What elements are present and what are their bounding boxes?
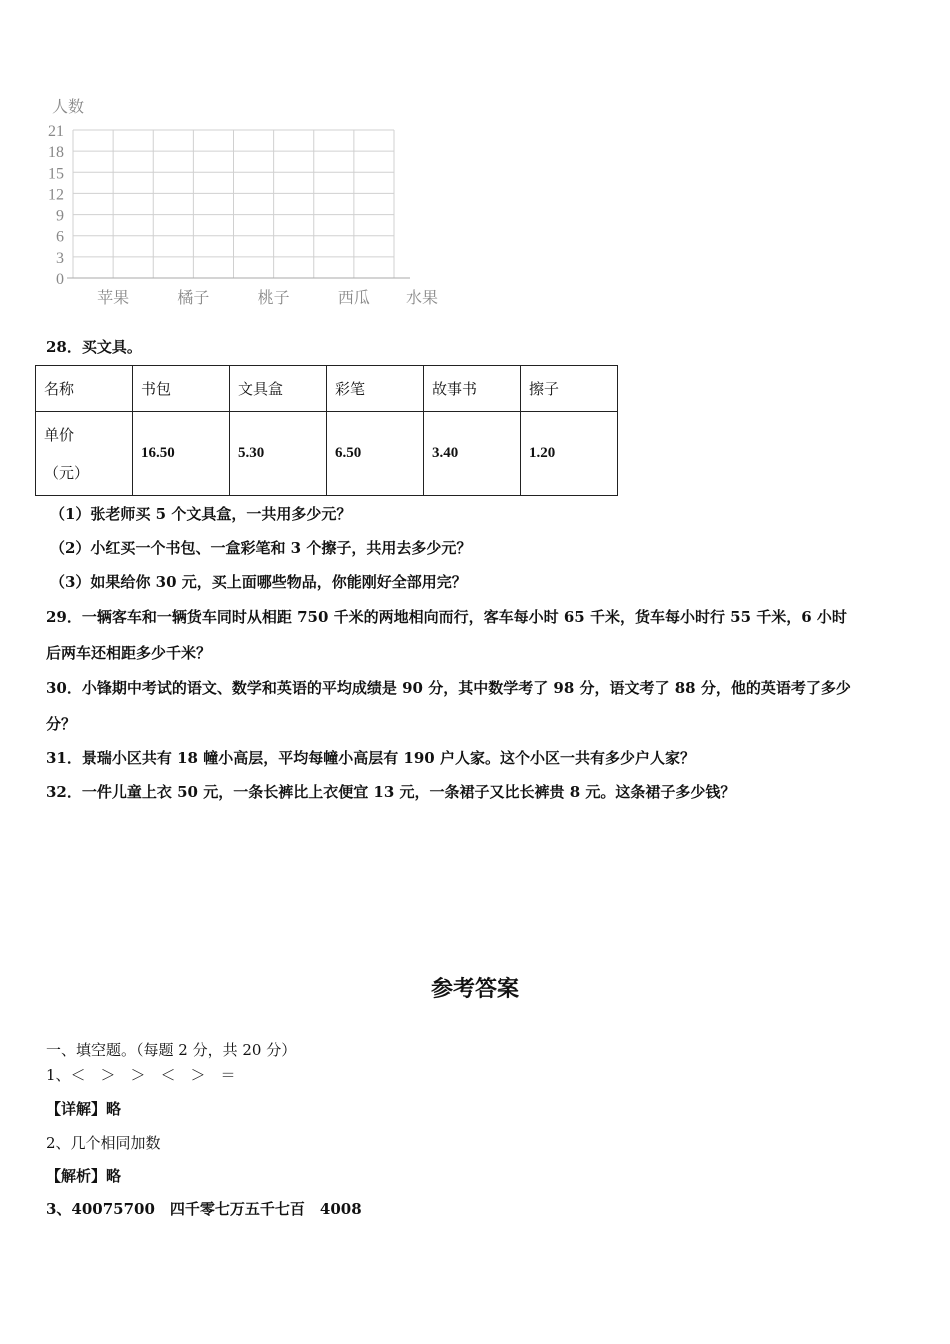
- fruit-chart: [30, 90, 460, 320]
- price-cell: 16.50: [133, 412, 230, 496]
- table-header-cell: 书包: [133, 366, 230, 412]
- q30-line2: 分？: [46, 715, 77, 733]
- row-label: [36, 412, 133, 496]
- price-cell: 5.30: [230, 412, 327, 496]
- q29-line1: 29．一辆客车和一辆货车同时从相距 750 千米的两地相向而行，客车每小时 65 千米，货车每小时行 55 千米，6 小时: [46, 608, 847, 626]
- y-tick-label: 6: [56, 228, 64, 246]
- answer-3: 3、40075700 四千零七万五千七百 4008: [46, 1200, 362, 1218]
- q28-sub2: （2）小红买一个书包、一盒彩笔和 3 个擦子，共用去多少元？: [50, 539, 472, 557]
- y-tick-label: 3: [56, 249, 64, 267]
- q31: 31．景瑞小区共有 18 幢小高层，平均每幢小高层有 190 户人家。这个小区一共有多少户人家？: [46, 749, 695, 767]
- y-tick-label: 9: [56, 207, 64, 225]
- row-label-line1: 单价: [44, 425, 75, 444]
- y-axis-label: 人数: [52, 97, 85, 116]
- answer-2: 2、几个相同加数: [46, 1134, 161, 1152]
- q32: 32．一件儿童上衣 50 元，一条长裤比上衣便宜 13 元，一条裙子又比长裤贵 8 元。这条裙子多少钱？: [46, 783, 736, 801]
- x-category-label: 桃子: [257, 288, 290, 307]
- q28-sub1: （1）张老师买 5 个文具盒，一共用多少元？: [50, 505, 352, 523]
- table-header-cell: 故事书: [424, 366, 521, 412]
- x-category-label: 西瓜: [337, 288, 370, 307]
- answers-title: 参考答案: [430, 976, 519, 1002]
- q28-title: 28．买文具。: [46, 338, 142, 356]
- table-header-cell: 彩笔: [327, 366, 424, 412]
- q28-sub3: （3）如果给你 30 元，买上面哪些物品，你能刚好全部用完？: [50, 573, 467, 591]
- answers-section1: 一、填空题。（每题 2 分，共 20 分）: [46, 1041, 297, 1059]
- x-category-label: 橘子: [177, 288, 210, 307]
- price-cell: 1.20: [521, 412, 618, 496]
- y-tick-label: 12: [48, 186, 64, 204]
- y-tick-label: 21: [48, 123, 64, 140]
- x-category-label: 苹果: [97, 288, 130, 307]
- y-tick-label: 15: [48, 165, 64, 183]
- table-header-row: [36, 366, 618, 412]
- table-header-cell: 名称: [36, 366, 133, 412]
- answer-1-note: 【详解】略: [46, 1100, 122, 1118]
- price-cell: 3.40: [424, 412, 521, 496]
- q30-line1: 30．小锋期中考试的语文、数学和英语的平均成绩是 90 分，其中数学考了 98 分，语文考了 88 分，他的英语考了多少: [46, 679, 851, 697]
- row-label-line2: （元）: [44, 463, 90, 482]
- x-axis-label: 水果: [405, 288, 439, 307]
- table-header-cell: 擦子: [521, 366, 618, 412]
- chart-svg: [30, 90, 460, 320]
- q29-line2: 后两车还相距多少千米？: [46, 644, 212, 662]
- table-header-cell: 文具盒: [230, 366, 327, 412]
- answer-1: 1、＜ ＞ ＞ ＜ ＞ ＝: [46, 1066, 236, 1084]
- table-row: [36, 412, 618, 496]
- answer-2-note: 【解析】略: [46, 1167, 122, 1185]
- price-cell: 6.50: [327, 412, 424, 496]
- price-table: [35, 365, 618, 496]
- y-tick-label: 18: [48, 144, 64, 162]
- y-tick-label: 0: [56, 271, 64, 288]
